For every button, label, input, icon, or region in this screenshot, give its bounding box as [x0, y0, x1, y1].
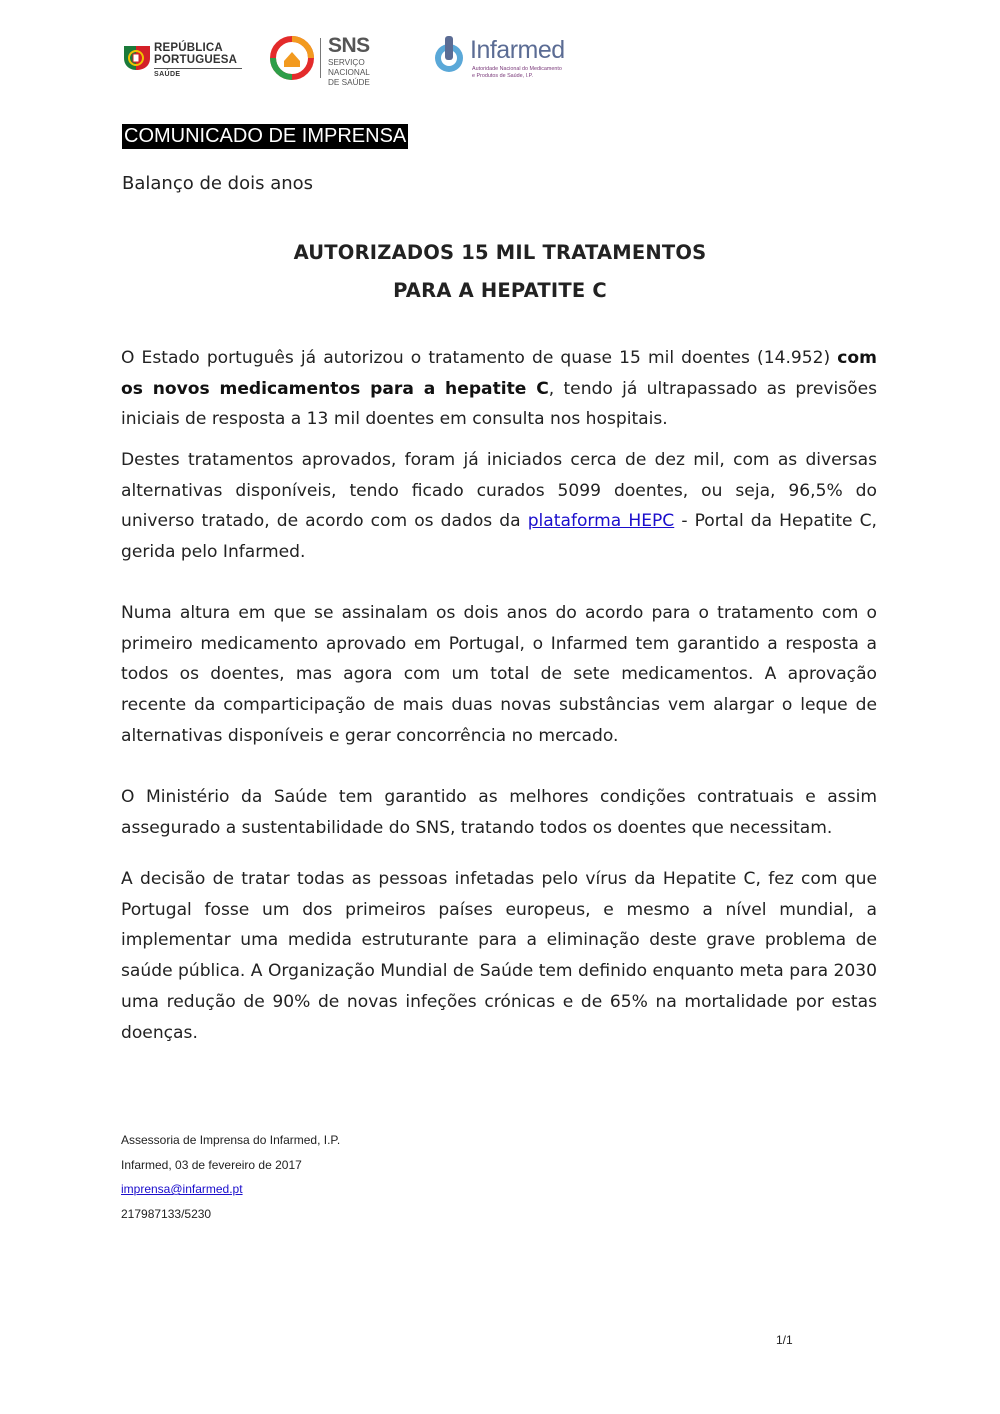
portugal-emblem-icon	[122, 42, 152, 74]
paragraph-3: Numa altura em que se assinalam os dois anos do acordo para o tratamento com o primeiro medicamento aprovado em Portugal, o Infarmed tem garantido a resposta a todos os doentes, mas agora com um total de sete medicamentos. A aprovação recente da comparticipação de mais duas novas substâncias vem alargar o leque de alternativas disponíveis e gerar concorrência no mercado.	[121, 603, 877, 746]
plataforma-hepc-link[interactable]: plataforma HEPC	[527, 511, 675, 532]
portuguesa-label: PORTUGUESA	[154, 54, 238, 66]
infarmed-logo	[430, 34, 570, 84]
republica-divider	[154, 68, 242, 69]
press-release-banner: COMUNICADO DE IMPRENSA	[124, 125, 407, 147]
paragraph-5: A decisão de tratar todas as pessoas infetadas pelo vírus da Hepatite C, fez com que Portugal fosse um dos primeiros países europeus, e mesmo a nível mundial, a implementar uma medida estruturante para a eliminação deste grave problema de saúde pública. A Organização Mundial de Saúde tem definido enquanto meta para 2030 uma redução de 90% de novas infeções crónicas e de 65% na mortalidade por estas doenças.	[121, 869, 877, 1043]
page-number: 1/1	[776, 1333, 793, 1347]
republica-label: REPÚBLICA	[154, 42, 223, 54]
highlight-text: com os novos medicamentos para a hepatite C	[121, 348, 877, 399]
press-office-label: Assessoria de Imprensa do Infarmed, I.P.	[121, 1133, 341, 1147]
paragraph-4: O Ministério da Saúde tem garantido as melhores condições contratuais e assim assegurado a sustentabilidade do SNS, tratando todos os doentes que necessitam.	[121, 787, 877, 838]
infarmed-line1: Autoridade Nacional do Medicamento	[472, 66, 562, 72]
infarmed-line2: e Produtos de Saúde, I.P.	[472, 73, 534, 79]
infarmed-emblem-icon	[430, 34, 468, 74]
sns-title: SNS	[328, 34, 370, 57]
contact-email-link[interactable]: imprensa@infarmed.pt	[121, 1182, 243, 1196]
sns-logo	[270, 34, 405, 87]
contact-phone: 217987133/5230	[121, 1207, 212, 1221]
headline-line-2: PARA A HEPATITE C	[393, 279, 607, 302]
sns-line1: SERVIÇO NACIONAL	[328, 58, 370, 77]
sns-emblem-icon	[270, 36, 314, 80]
infarmed-title: Infarmed	[470, 36, 565, 64]
sns-divider	[320, 38, 321, 78]
paragraph-2: Destes tratamentos aprovados, foram já iniciados cerca de dez mil, com as diversas alternativas disponíveis, tendo ficado curados 5099 doentes, ou seja, 96,5% do universo tratado, de acordo com os dados da plataforma HEPC - Portal da Hepatite C, gerida pelo Infarmed.	[121, 450, 877, 563]
release-date: Infarmed, 03 de fevereiro de 2017	[121, 1158, 302, 1172]
document-subtitle: Balanço de dois anos	[122, 173, 314, 194]
sns-line2: DE SAÚDE	[328, 78, 370, 87]
paragraph-1: O Estado português já autorizou o tratamento de quase 15 mil doentes (14.952) com os novos medicamentos para a hepatite C, tendo já ultrapassado as previsões iniciais de resposta a 13 mil doentes em consulta nos hospitais.	[121, 348, 878, 430]
republica-portuguesa-logo	[122, 38, 247, 84]
saude-label: SAÚDE	[154, 71, 181, 78]
headline-line-1: AUTORIZADOS 15 MIL TRATAMENTOS	[293, 241, 707, 264]
